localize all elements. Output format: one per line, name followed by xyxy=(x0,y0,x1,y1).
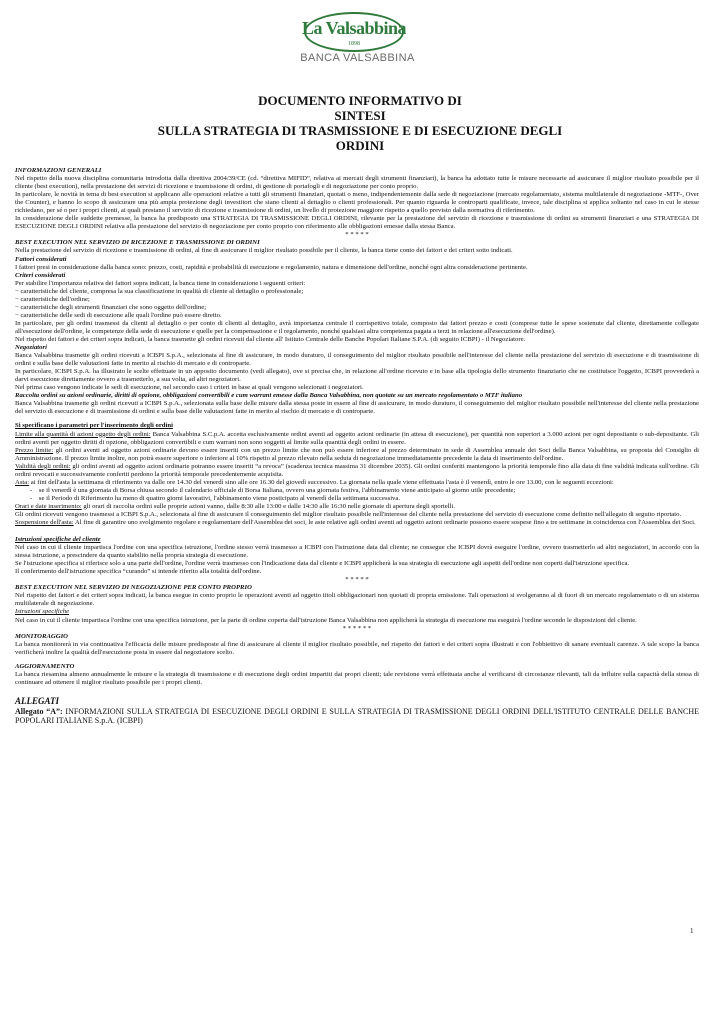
separator: * * * * * xyxy=(345,231,369,239)
list-item: − caratteristiche dell'ordine; xyxy=(15,295,90,303)
subheading-fattori: Fattori considerati xyxy=(15,255,67,263)
spacer xyxy=(15,687,699,696)
paragraph: Nel prima caso vengono indicate le sedi di esecuzione, nel secondo caso i criteri in base ai quali vengono selezionati i negoziatori. xyxy=(15,384,364,392)
paragraph: La banca monitorerà in via continuativa l'efficacia delle misure predisposte al fine di assicurare al cliente il miglior risultato possibile, nel rispetto dei fattori e dei criteri sopra illustrati e con l'obbiettivo di sanare eventuali carenze. A tale scopo la banca verificherà inoltre la qualità dell'esecuzione posta in essere dal negoziatore scelto. xyxy=(15,640,699,656)
label-validita: Validità degli ordini: xyxy=(15,462,71,470)
paragraph xyxy=(15,431,699,447)
paragraph: Gli ordini ricevuti vengono trasmessi a ICBPI S.p.A., selezionata al fine di assicurare il conseguimento del miglior risultato possibile nell'interesse del cliente nella prestazione del servizio di esecuzione come definito nell'allegato di seguito riportato. xyxy=(15,510,682,518)
text-asta: ai fini dell'asta la settimana di riferimento va dalle ore 14.30 del venerdì sino alle ore 16.30 del giovedì successivo. La giornata nella quale viene effettuata l'asta è il venerdì, entro le ore 13.00, con le seguenti eccezioni: xyxy=(29,478,614,486)
paragraph xyxy=(15,447,699,463)
separator: * * * * * * xyxy=(342,624,372,632)
section-heading-allegati: ALLEGATI xyxy=(15,695,60,706)
label-sospensione: Sospensione dell'asta: xyxy=(15,519,74,527)
paragraph xyxy=(15,479,699,487)
logo-year: 1898 xyxy=(348,41,360,47)
paragraph: In particolare, le novità in tema di best execution si applicano alle operazioni relative a tutti gli strumenti finanziari, quotati o meno, indipendentemente dalla sede di negoziazione (mercato regolamentato, sistema multilaterale di negoziazione -MTF-, Over the Counter), e hanno lo scopo di assicurare una più ampia protezione degli investitori che siano clienti al dettaglio o clienti professionali. Per quanto riguarda le controparti qualificate, invece, tale disciplina si applica soltanto nel caso in cui le stesse richiedano, per sé o per i propri clienti, ai quali prestano il servizio di ricezione e trasmissione di ordini, un livello di protezione maggiore rispetto a quello previsto dalla normativa di riferimento. xyxy=(15,191,699,215)
paragraph: In particolare, ICBPI S.p.A. ha illustrato le scelte effettuate in un apposito documento (vedi allegato), ove si precisa che, in relazione all'ordine ricevuto e in base alla tipologia dello strumento finanziario che ne costituisce l'oggetto, ICBPI provvederà a darvi esecuzione direttamente ovvero a trasmetterlo, a sua volta, ad altri negoziatori. xyxy=(15,368,699,384)
allegato-a xyxy=(15,707,699,726)
paragraph: Il conferimento dell'istruzione specifica “curando” si intende riferito alla totalità dell'ordine. xyxy=(15,568,262,576)
paragraph: Per stabilire l'importanza relativa dei fattori sopra indicati, la banca tiene in considerazione i seguenti criteri: xyxy=(15,279,306,287)
separator: * * * * * xyxy=(345,576,369,584)
list-item: − caratteristiche degli strumenti finanziari che sono oggetto dell'ordine; xyxy=(15,303,207,311)
paragraph: In considerazione delle suddette premesse, la banca ha predisposto una STRATEGIA DI TRASMISSIONE DEGLI ORDINI, rilevante per la prestazione del servizio di ricezione e trasmissione di ordini su strumenti finanziari e una STRATEGIA DI ESECUZIONE DEGLI ORDINI relativa alla prestazione del servizio di negoziazione per conto proprio con riferimento alle obbligazioni emesse dalla stessa Banca. xyxy=(15,215,699,231)
section-heading-informazioni: INFORMAZIONI GENERALI xyxy=(15,167,102,174)
title-line-3: SULLA STRATEGIA DI TRASMISSIONE E DI ESECUZIONE DEGLI xyxy=(157,123,563,138)
text-limite: Banca Valsabbina S.C.p.A. accetta esclusivamente ordini aventi ad oggetto azioni ordinarie (in attesa di esecuzione), per quantità non superiori a 3.000 azioni per ogni depositante o sub-depositante. Gli ordini aventi per oggetto diritti di opzione, obbligazioni convertibili e cum warrant non sono soggetti al limite sulla quantità degli ordini in essere. xyxy=(15,430,699,446)
bullet: - xyxy=(30,494,39,502)
spacer xyxy=(15,527,699,536)
text-prezzo: gli ordini aventi ad oggetto azioni ordinarie devono essere inseriti con un prezzo limite che non può essere inferiore al prezzo determinato in sede di Assemblea annuale dei Soci della Banca Valsabbina, su proposta del Consiglio di Amministrazione. Il prezzo limite inoltre, non potrà essere superiore o inferiore al 10% rispetto al prezzo rilevato nella seduta di negoziazione immediatamente precedente la data di inserimento dell'ordine. xyxy=(15,446,699,462)
title-line-1: DOCUMENTO INFORMATIVO DI xyxy=(258,93,462,108)
title-line-2: SINTESI xyxy=(334,108,386,123)
paragraph: Nel rispetto dei fattori e dei criteri sopra indicati, la banca esegue in conto proprio le operazioni aventi ad oggetto titoli obbligazionari non quotati di propria emissione. Tali operazioni si svolgeranno al di fuori di un mercato regolamentato o di un sistema multilaterale di negoziazione. xyxy=(15,592,699,608)
subheading-raccolta: Raccolta ordini su azioni ordinarie, diritti di opzione, obbligazioni convertibili e cum warrant emesse dalla Banca Valsabbina, non quotate su un mercato regolamentato o MTF italiano xyxy=(15,392,523,400)
paragraph xyxy=(15,503,699,511)
text-orari: gli orari di raccolta ordini sulle proprie azioni vanno, dalle 8:30 alle 13:00 e dalle 14:30 alle 16:30 nelle giornate di apertura degli sportelli. xyxy=(81,502,455,510)
paragraph: Nel caso in cui il cliente impartisca l'ordine con una specifica istruzione, l'ordine stesso verrà trasmesso a ICBPI con l'istruzione data dal cliente; ne consegue che ICBPI dovrà eseguire l'ordine, ovvero trasmetterlo ad altri negoziatori, in accordo con la stessa istruzione, a prescindere da quanto stabilito nella propria strategia di esecuzione. xyxy=(15,544,699,560)
bank-name: BANCA VALSABBINA xyxy=(300,52,415,64)
paragraph: Banca Valsabbina trasmette gli ordini ricevuti a ICBPI S.p.A., selezionata sulla base delle misure dalla stessa poste in essere al fine di assicurare, in modo duraturo, il conseguimento del miglior risultato possibile nell'interesse del cliente nella prestazione del servizio di esecuzione e di trasmissione di ordini e sulla base delle valutazioni fatte in merito al rischio di mercato e di controparte. xyxy=(15,400,699,416)
list-item: − caratteristiche delle sedi di esecuzione alle quali l'ordine può essere diretto. xyxy=(15,311,222,319)
subheading-istruzioni-specifiche: Istruzioni specifiche xyxy=(15,608,70,616)
paragraph: Nella prestazione del servizio di ricezione e trasmissione di ordini, al fine di assicurare il miglior risultato possibile per il cliente, la banca tiene conto dei fattori e dei criteri sotto indicati. xyxy=(15,247,513,255)
text-sospensione: Al fine di garantire uno svolgimento regolare e regolamentare dell'Assemblea dei soci, le aste relative agli ordini aventi ad oggetto azioni ordinarie possono essere sospese fino a tre settimane in coincidenza con l'Assemblea dei Soci. xyxy=(73,519,696,527)
paragraph: Se l'istruzione specifica si riferisce solo a una parte dell'ordine, l'ordine verrà trasmesso con l'indicazione data dal cliente e ICBPI applicherà la sua strategia di esecuzione agli aspetti dell'ordine non coperti dall'istruzione specifica. xyxy=(15,560,630,568)
label-asta: Asta: xyxy=(15,478,30,486)
subheading-negoziatori: Negoziatori xyxy=(15,344,47,352)
list-item xyxy=(15,495,699,503)
title-line-4: ORDINI xyxy=(335,138,385,153)
paragraph: Nel rispetto dei fattori e dei criteri sopra indicati, la banca trasmette gli ordini ricevuti dal cliente all' Istituto Centrale delle Banche Popolari Italiane S.P.A. (di seguito ICBPI) - il Negoziatore. xyxy=(15,335,526,343)
paragraph: I fattori presi in considerazione dalla banca sono: prezzo, costi, rapidità e probabilità di esecuzione e regolamento, natura e dimensione dell'ordine, nonché ogni altra considerazione pertinente. xyxy=(15,263,528,271)
section-heading-aggiornamento: AGGIORNAMENTO xyxy=(15,662,75,670)
document-body xyxy=(15,167,699,726)
list-item-text: se il venerdì è una giornata di Borsa chiusa secondo il calendario ufficiale di Borsa Italiana, ovvero una giornata festiva, l'abbinamento viene anticipato al giorno utile precedente; xyxy=(38,486,516,494)
label-orari: Orari e date inserimento: xyxy=(15,502,82,510)
section-heading-monitoraggio: MONITORAGGIO xyxy=(15,632,69,640)
allegato-text: INFORMAZIONI SULLA STRATEGIA DI ESECUZIONE DEGLI ORDINI E SULLA STRATEGIA DI TRASMISSIONE DEGLI ORDINI DELL'ISTITUTO CENTRALE DELLE BANCHE POPOLARI ITALIANE S.p.A. (ICBPI) xyxy=(15,706,699,726)
list-item-text: se il Periodo di Riferimento ha meno di quattro giorni lavorativi, l'abbinamento viene posticipato al venerdì della settimana successiva. xyxy=(38,494,401,502)
paragraph: La banca riesamina almeno annualmente le misure e la strategia di trasmissione e di esecuzione degli ordini impartiti dai propri clienti; tale revisione verrà effettuata anche al verificarsi di circostanze rilevanti, tali da influire sulla capacità della stessa di continuare ad ottenere il miglior risultato possibile per i propri clienti. xyxy=(15,670,699,686)
section-heading-negoziazione: BEST EXECUTION NEL SERVIZIO DI NEGOZIAZIONE PER CONTO PROPRIO xyxy=(15,584,252,592)
logo-text: La Valsabbina xyxy=(301,18,407,38)
paragraph: Nel caso in cui il cliente impartisca l'ordine con una specifica istruzione, per la parte di ordine coperta dall'istruzione Banca Valsabbina non applicherà la strategia di esecuzione ma eseguirà l'ordine secondo le disposizioni del cliente. xyxy=(15,616,637,624)
document-title xyxy=(60,93,660,153)
label-prezzo: Prezzo limite: xyxy=(15,446,54,454)
allegato-label: Allegato “A”: xyxy=(15,706,63,716)
section-heading-istruzioni: Istruzioni specifiche del cliente xyxy=(15,536,101,544)
subheading-criteri: Criteri considerati xyxy=(15,271,66,279)
paragraph xyxy=(15,519,699,527)
paragraph: In particolare, per gli ordini trasmessi da clienti al dettaglio o per conto di clienti al dettaglio, avrà importanza centrale il corrispettivo totale, composto dai fattori prezzo e costi (comprese tutte le spese sostenute dal cliente, direttamente collegate all'esecuzione dell'ordine, le competenze della sede di esecuzione e quelle per la compensazione e il regolamento, nonché qualsiasi altra competenza pagata a terzi in relazione all'esecuzione dell'ordine). xyxy=(15,319,699,335)
list-item xyxy=(15,487,699,495)
list-item: − caratteristiche del cliente, compresa la sua classificazione in qualità di cliente al dettaglio o professionale; xyxy=(15,287,304,295)
paragraph xyxy=(15,463,699,479)
paragraph: Banca Valsabbina trasmette gli ordini ricevuti a ICBPI S.p.A., selezionata al fine di assicurare, in modo duraturo, il conseguimento del miglior risultato possibile nell'interesse del cliente nella prestazione del servizio di esecuzione e di trasmissione di ordini e sulla base delle valutazioni fatte in merito al rischio di mercato e di controparte. xyxy=(15,352,699,368)
text-validita: gli ordini aventi ad oggetto azioni ordinarie potranno essere inseriti “a revoca” (scadenza tecnica massima 31 dicembre 2035). Gli ordini conferiti mantengono la priorità temporale fino alla data di fine validità indicata sull'ordine. Gli ordini revocati e successivamente conferiti perdono la priorità temporale precedentemente acquisita. xyxy=(15,462,699,478)
bullet: - xyxy=(30,486,39,494)
label-limite: Limite alla quantità di azioni oggetto degli ordini: xyxy=(15,430,151,438)
section-heading-parametri: Si specificano i parametri per l'inserimento degli ordini xyxy=(15,422,173,430)
page-number: 1 xyxy=(690,927,694,935)
section-heading-ricezione: BEST EXECUTION NEL SERVIZIO DI RICEZIONE E TRASMISSIONE DI ORDINI xyxy=(15,239,260,247)
paragraph: Nel rispetto della nuova disciplina comunitaria introdotta dalla direttiva 2004/39/CE (cd. “direttiva MIFID”, relativa ai mercati degli strumenti finanziari), la banca ha adottato tutte le misure necessarie ad assicurare il miglior risultato possibile per il cliente (best execution), nella prestazione dei servizi di ricezione e trasmissione di ordini, di gestione di portafogli e di negoziazione per conto proprio. xyxy=(15,175,699,191)
